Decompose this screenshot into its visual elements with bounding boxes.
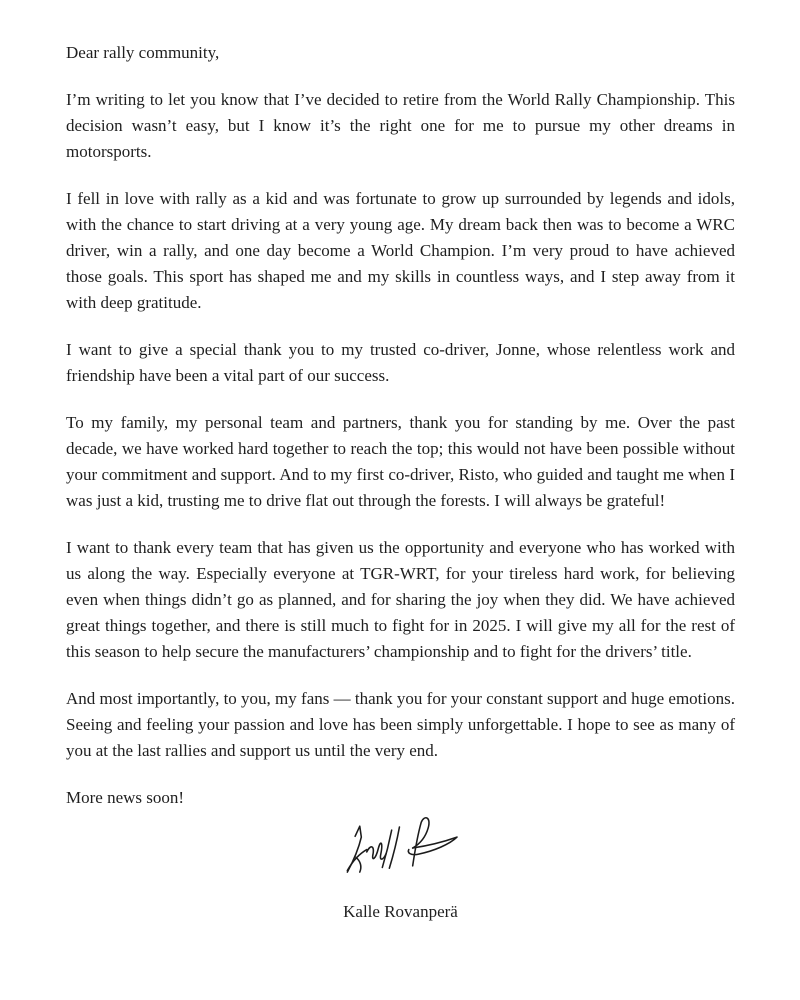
letter-paragraph-family: To my family, my personal team and partners, thank you for standing by me. Over the past decade, we have worked hard together to reach the top; this would not have been possible without your commitment and support. And to my first co-driver, Risto, who guided and taught me when I was just a kid, trusting me to drive flat out through the forests. I will always be grateful!	[66, 413, 735, 510]
letter-paragraph-childhood: I fell in love with rally as a kid and was fortunate to grow up surrounded by legends and idols, with the chance to start driving at a very young age. My dream back then was to become a WRC driver, win a rally, and one day become a World Champion. I’m very proud to have achieved those goals. This sport has shaped me and my skills in countless ways, and I step away from it with deep gratitude.	[66, 189, 735, 312]
signature-block	[66, 813, 735, 925]
letter-paragraph-teams: I want to thank every team that has given us the opportunity and everyone who has worked with us along the way. Especially everyone at TGR-WRT, for your tireless hard work, for believing even when things didn’t go as planned, and for sharing the joy when they did. We have achieved great things together, and there is still much to fight for in 2025. I will give my all for the rest of this season to help secure the manufacturers’ championship and to fight for the drivers’ title.	[66, 538, 735, 661]
letter-paragraph-codriver: I want to give a special thank you to my trusted co-driver, Jonne, whose relentless work and friendship have been a vital part of our success.	[66, 340, 735, 385]
letter-paragraph-fans: And most importantly, to you, my fans — thank you for your constant support and huge emotions. Seeing and feeling your passion and love has been simply unforgettable. I hope to see as many of you at the last rallies and support us until the very end.	[66, 689, 735, 760]
salutation: Dear rally community,	[66, 43, 220, 62]
signature-name: Kalle Rovanperä	[343, 902, 458, 921]
closing-line: More news soon!	[66, 788, 185, 807]
handwritten-signature-icon	[326, 813, 476, 883]
letter-paragraph-retirement: I’m writing to let you know that I’ve decided to retire from the World Rally Championship. This decision wasn’t easy, but I know it’s the right one for me to pursue my other dreams in motorsports.	[66, 90, 735, 161]
